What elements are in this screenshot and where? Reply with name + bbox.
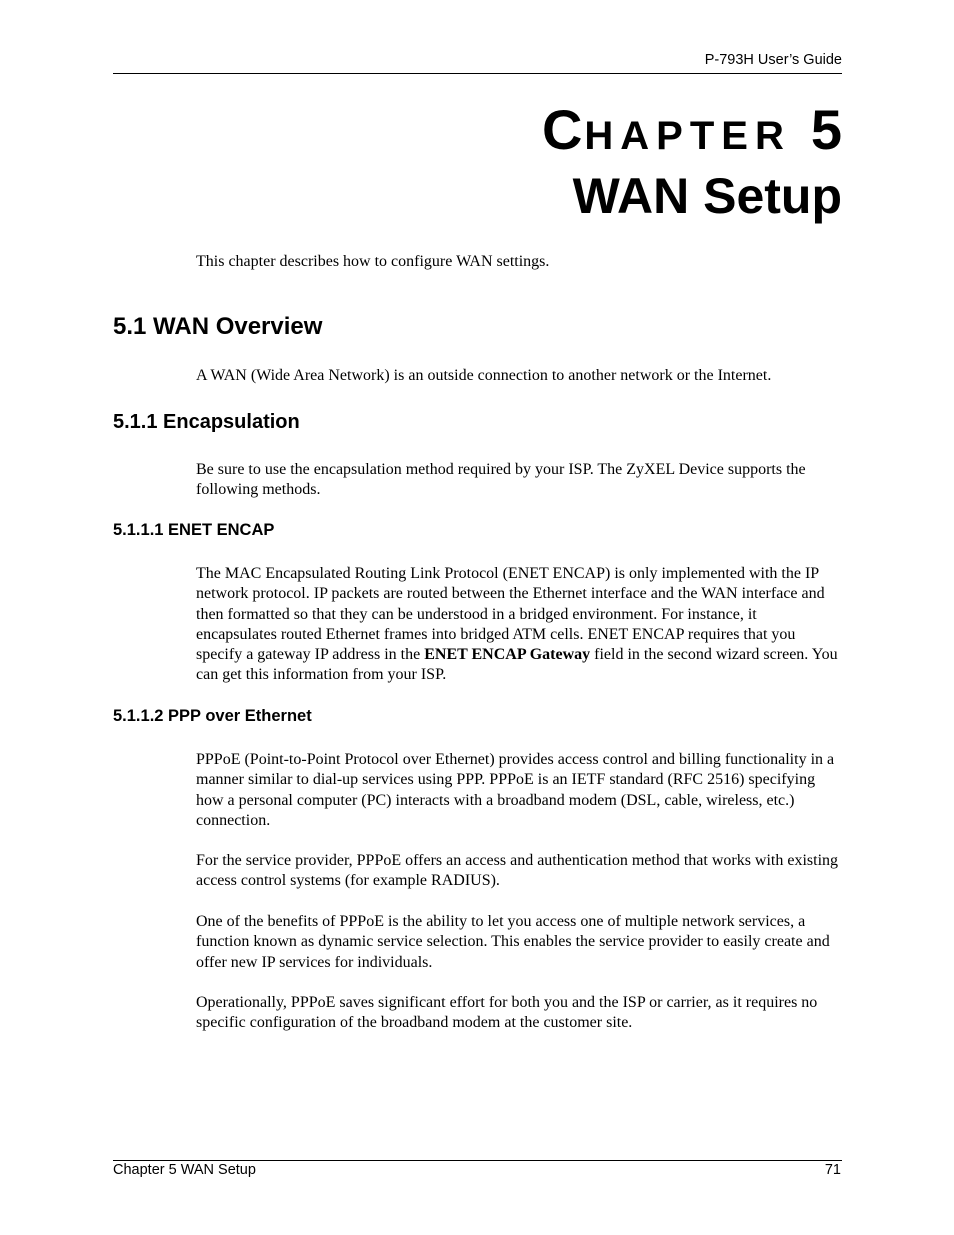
footer-divider — [113, 1160, 842, 1161]
chapter-label-rest: HAPTER — [584, 114, 791, 158]
section-heading-5-1-1-1: 5.1.1.1 ENET ENCAP — [113, 521, 275, 539]
pppoe-paragraph-2: For the service provider, PPPoE offers an access and authentication method that works with existing access control systems (for example RADIUS). — [196, 852, 839, 890]
section-text-5-1: A WAN (Wide Area Network) is an outside connection to another network or the Internet. — [196, 367, 772, 384]
chapter-label-initial: C — [541, 98, 585, 161]
section-text-5-1-1-1 — [196, 564, 841, 686]
pppoe-paragraph-3: One of the benefits of PPPoE is the ability to let you access one of multiple network services, a function known as dynamic service selection. This enables the service provider to easily create and offer new IP services for individuals. — [196, 913, 830, 971]
chapter-title: WAN Setup — [572, 168, 842, 224]
section-heading-5-1: 5.1 WAN Overview — [113, 313, 323, 340]
chapter-intro: This chapter describes how to configure WAN settings. — [196, 253, 550, 270]
section-text-5-1-1: Be sure to use the encapsulation method required by your ISP. The ZyXEL Device supports the following methods. — [196, 461, 806, 499]
page-number: 71 — [824, 1162, 841, 1178]
footer-chapter: Chapter 5 WAN Setup — [113, 1162, 256, 1178]
running-header: P-793H User’s Guide — [704, 52, 842, 68]
enet-text-after: field in the second wizard screen. You can get this information from your ISP. — [196, 646, 838, 684]
enet-gateway-field-name: ENET ENCAP Gateway — [424, 646, 591, 664]
enet-text-before: The MAC Encapsulated Routing Link Protocol (ENET ENCAP) is only implemented with the IP network protocol. IP packets are routed between the Ethernet interface and the WAN interface and then formatted so that they can be understood in a bridged environment. For instance, it encapsulates routed Ethernet frames into bridged ATM cells. ENET ENCAP requires that you specify a gateway IP address in the — [196, 565, 825, 664]
chapter-number: 5 — [810, 98, 842, 161]
pppoe-paragraph-1: PPPoE (Point-to-Point Protocol over Ethernet) provides access control and billing functionality in a manner similar to dial-up services using PPP. PPPoE is an IETF standard (RFC 2516) specifying how a personal computer (PC) interacts with a broadband modem (DSL, cable, wireless, etc.) connection. — [196, 751, 835, 829]
header-divider — [113, 73, 842, 74]
section-heading-5-1-1: 5.1.1 Encapsulation — [113, 411, 300, 433]
pppoe-paragraph-4: Operationally, PPPoE saves significant effort for both you and the ISP or carrier, as it requires no specific configuration of the broadband modem at the customer site. — [196, 994, 818, 1032]
section-heading-5-1-1-2: 5.1.1.2 PPP over Ethernet — [113, 707, 312, 725]
chapter-label — [542, 100, 842, 166]
